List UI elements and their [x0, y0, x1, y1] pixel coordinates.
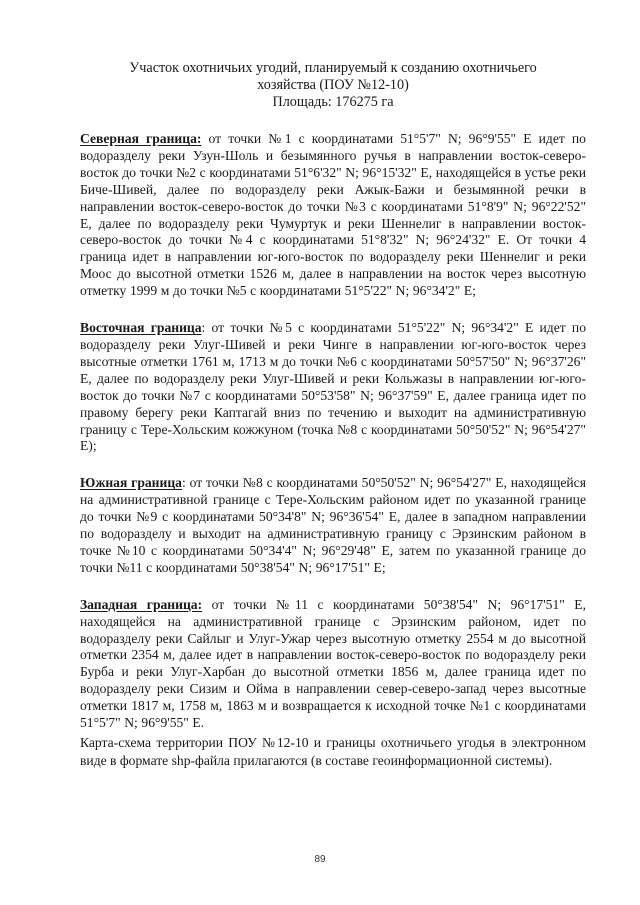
north-boundary-text: от точки №1 с координатами 51°5'7" N; 96°9'55" E идет по водоразделу реки Узун-Шоль и безымянного ручья в направлении восток-северо-восток до точки №2 с координатами 51°6'32" N; 96°15'32" E, находящейся в устье реки Биче-Шивей, далее по водоразделу реки Ажык-Бажи и безымянной речки в направлении восток-северо-восток до точки №3 с координатами 51°8'9" N; 96°22'52" E, далее по водоразделу реки Чумуртук и реки Шеннелиг в направлении восток-северо-восток до точки №4 с координатами 51°8'32" N; 96°24'32" E. От точки 4 граница идет в направлении юг-юго-восток по водоразделу реки Шеннелиг и реки Моос до высотной отметки 1526 м, далее в направлении на восток через высотную отметку 1999 м до точки №5 с координатами 51°5'22" N; 96°34'2" E; — [80, 131, 586, 299]
north-boundary-heading: Северная граница: — [80, 131, 202, 146]
east-boundary-heading: Восточная граница — [80, 320, 202, 336]
south-boundary-paragraph — [80, 475, 586, 576]
document-page — [80, 60, 586, 770]
east-boundary-paragraph — [80, 320, 586, 455]
document-title — [80, 60, 586, 111]
south-boundary-heading: Южная граница — [80, 475, 182, 491]
title-line-1: Участок охотничьих угодий, планируемый к созданию охотничьего — [129, 60, 537, 76]
west-boundary-heading: Западная граница: — [80, 596, 203, 612]
west-boundary-paragraph — [80, 597, 586, 732]
title-line-2: хозяйства (ПОУ №12-10) — [257, 77, 409, 93]
area-line: Площадь: 176275 га — [272, 94, 394, 110]
south-boundary-text: : от точки №8 с координатами 50°50'52" N; 96°54'27" E, находящейся на административной границе с Тере-Хольским районом идет по указанной границе до точки №9 с координатами 50°34'8" N; 96°36'54" E, далее в западном направлении по водоразделу и выходит на административную границу с Эрзинским районом в точке №10 с координатами 50°34'4" N; 96°29'48" E, затем по указанной границе до точки №11 с координатами 50°38'54" N; 96°17'51" E; — [80, 475, 586, 575]
west-boundary-text: от точки №11 с координатами 50°38'54" N; 96°17'51" E, находящейся на административной границе с Эрзинским районом, идет по водоразделу реки Сайлыг и Улуг-Ужар через высотную отметку 2554 м до высотной отметки 2354 м, далее идет в направлении восток-северо-восток по водоразделу реки Бурба и реки Улуг-Харбан до высотной отметки 1856 м, далее граница идет по водоразделу реки Сизим и Ойма в направлении север-северо-запад через высотные отметки 1817 м, 1758 м, 1863 м и возвращается к исходной точке №1 с координатами 51°5'7" N; 96°9'55" E. — [80, 596, 586, 731]
east-boundary-text: : от точки №5 с координатами 51°5'22" N; 96°34'2" E идет по водоразделу реки Улуг-Шивей и реки Чинге в направлении юг-юго-восток через высотные отметки 1761 м, 1713 м до точки №6 с координатами 50°57'50" N; 96°37'26" E, далее по водоразделу реки Улуг-Шивей и реки Кольжазы в направлении юг-юго-восток до точки №7 с координатами 50°53'58" N; 96°37'59" E, далее граница идет по правому берегу реки Каптагай вниз по течению и выходит на административную границу с Тере-Хольским кожжуном (точка №8 с координатами 50°50'52" N; 96°54'27" E); — [80, 320, 586, 454]
north-boundary-paragraph — [80, 131, 586, 300]
closing-paragraph: Карта-схема территории ПОУ №12-10 и границы охотничьего угодья в электронном виде в формате shp-файла прилагаются (в составе геоинформационной системы). — [80, 735, 586, 769]
page-number: 89 — [314, 854, 326, 865]
